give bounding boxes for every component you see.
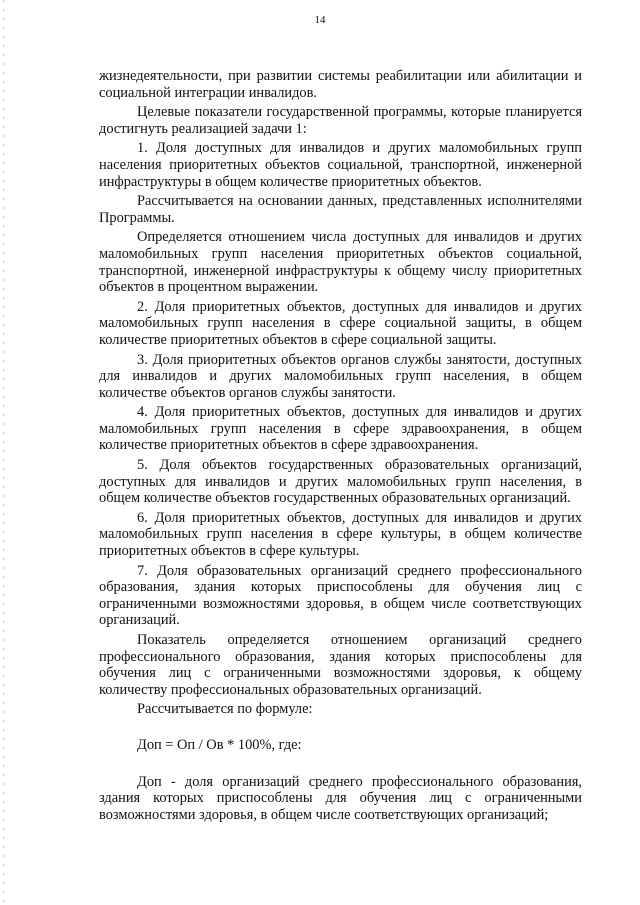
paragraph-indicator-1: 1. Доля доступных для инвалидов и других маломобильных групп населения приоритетных объектов социальной, транспортной, инженерной инфраструктуры в общем количестве приоритетных объектов. [99,140,582,190]
paragraph-indicator-method: Показатель определяется отношением организаций среднего профессионального образования, здания которых приспособлены для обучения лиц с ограниченными возможностями здоровья, к общему количеству профессиональных образовательных организаций. [99,632,582,698]
paragraph-definition-ratio: Определяется отношением числа доступных для инвалидов и других маломобильных групп населения приоритетных объектов социальной, транспортной, инженерной инфраструктуры к общему числу приоритетных объектов в процентном выражении. [99,229,582,296]
paragraph-indicator-7: 7. Доля образовательных организаций среднего профессионального образования, здания которых приспособлены для обучения лиц с ограниченными возможностями здоровья, в общем числе соответствующих организаций. [99,562,582,629]
paragraph-calculation-basis: Рассчитывается на основании данных, представленных исполнителями Программы. [99,193,582,226]
paragraph-indicator-6: 6. Доля приоритетных объектов, доступных для инвалидов и других маломобильных групп населения в сфере культуры, в общем количестве приоритетных объектов в сфере культуры. [99,509,582,560]
document-body [99,68,582,826]
paragraph-continuation: жизнедеятельности, при развитии системы реабилитации или абилитации и социальной интеграции инвалидов. [99,68,582,101]
paragraph-indicator-2: 2. Доля приоритетных объектов, доступных для инвалидов и других маломобильных групп населения в сфере социальной защиты, в общем количестве приоритетных объектов в сфере социальной защиты. [99,298,582,348]
paragraph-indicator-4: 4. Доля приоритетных объектов, доступных для инвалидов и других маломобильных групп населения в сфере здравоохранения, в общем количестве приоритетных объектов в сфере здравоохранения. [99,404,582,454]
formula: Доп = Оп / Ов * 100%, где: [137,736,302,753]
paragraph-indicator-3: 3. Доля приоритетных объектов органов службы занятости, доступных для инвалидов и других маломобильных групп населения, в общем количестве объектов органов службы занятости. [99,351,582,401]
paragraph-formula-definition: Доп - доля организаций среднего профессионального образования, здания которых приспособлены для обучения лиц с ограниченными возможностями здоровья, в общем числе соответствующих организаций; [99,773,582,823]
paragraph-formula-intro: Рассчитывается по формуле: [137,701,313,718]
paragraph-indicator-5: 5. Доля объектов государственных образовательных организаций, доступных для инвалидов и других маломобильных групп населения, в общем количестве объектов государственных образовательных организаций. [99,457,582,507]
paragraph-targets-intro: Целевые показатели государственной программы, которые планируется достигнуть реализацией задачи 1: [99,104,582,137]
page-number: 14 [314,14,326,26]
scan-edge-marks [3,0,4,905]
